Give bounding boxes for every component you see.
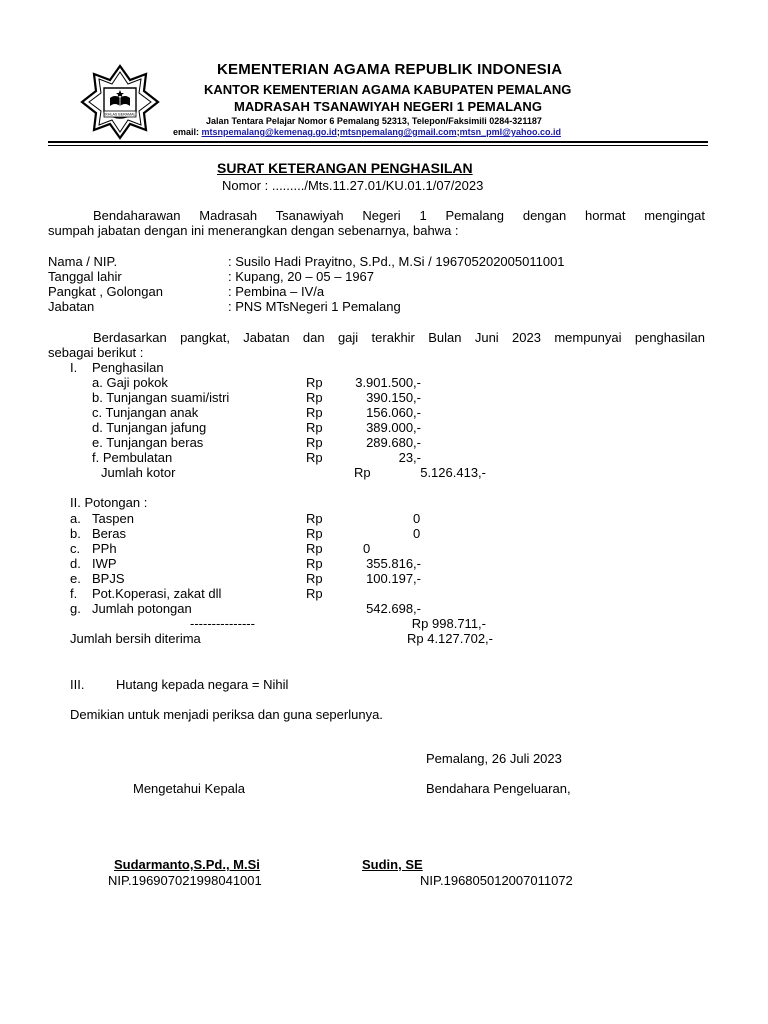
left-signer-name: Sudarmanto,S.Pd., M.Si (114, 857, 260, 872)
deduction-item-label: IWP (92, 556, 117, 571)
letterhead-rule (48, 141, 708, 143)
email-separator: ; (456, 127, 460, 137)
basis-paragraph-line2: sebagai berikut : (48, 345, 144, 360)
currency-label: Rp (306, 541, 323, 556)
income-item-amount: 389.000,- (366, 420, 421, 435)
currency-label: Rp (354, 465, 371, 480)
debt-statement: Hutang kepada negara = Nihil (116, 677, 289, 692)
net-income-label: Jumlah bersih diterima (70, 631, 201, 646)
income-item-amount: 390.150,- (366, 390, 421, 405)
deduction-item-letter: a. (70, 511, 81, 526)
deduction-item-amount: 0 (363, 541, 371, 556)
letter-number: Nomor : ........./Mts.11.27.01/KU.01.1/07/2023 (222, 178, 484, 193)
place-date: Pemalang, 26 Juli 2023 (426, 751, 562, 766)
identity-value: : PNS MTsNegeri 1 Pemalang (228, 299, 401, 314)
income-item-amount: 156.060,- (366, 405, 421, 420)
currency-label: Rp (306, 586, 323, 601)
currency-label: Rp (306, 556, 323, 571)
deduction-item-letter: c. (70, 541, 81, 556)
income-item-label: a. Gaji pokok (92, 375, 168, 390)
currency-label: Rp (306, 435, 323, 450)
email-link-gmail[interactable]: mtsnpemalang@gmail.com (339, 127, 457, 137)
deduction-item-letter: d. (70, 556, 81, 571)
deduction-item-amount: 0 (413, 526, 421, 541)
deduction-item-letter: e. (70, 571, 81, 586)
income-item-label: e. Tunjangan beras (92, 435, 204, 450)
gross-income-amount: 5.126.413,- (420, 465, 486, 480)
identity-label: Pangkat , Golongan (48, 284, 163, 299)
deduction-item-label: BPJS (92, 571, 125, 586)
income-section-heading: Penghasilan (92, 360, 164, 375)
income-item-label: f. Pembulatan (92, 450, 173, 465)
income-item-label: c. Tunjangan anak (92, 405, 199, 420)
right-signer-title: Bendahara Pengeluaran, (426, 781, 571, 796)
identity-label: Jabatan (48, 299, 95, 314)
email-link-kemenag[interactable]: mtsnpemalang@kemenag.go.id (201, 127, 337, 137)
identity-value: : Kupang, 20 – 05 – 1967 (228, 269, 375, 284)
income-item-amount: 3.901.500,- (355, 375, 421, 390)
deduction-total-amount: 542.698,- (366, 601, 421, 616)
logo-banner-text: IKHLAS BERAMAL (104, 112, 136, 117)
currency-label: Rp (306, 511, 323, 526)
school-title: MADRASAH TSANAWIYAH NEGERI 1 PEMALANG (234, 99, 542, 114)
identity-value: : Pembina – IV/a (228, 284, 325, 299)
deduction-item-label: Beras (92, 526, 126, 541)
summary-separator: --------------- (190, 616, 255, 631)
currency-label: Rp (306, 450, 323, 465)
deduction-item-label: PPh (92, 541, 117, 556)
deduction-section-heading: II. Potongan : (70, 495, 148, 510)
email-line (173, 127, 561, 137)
deduction-item-amount: 0 (413, 511, 421, 526)
income-item-amount: 23,- (398, 450, 421, 465)
identity-value: : Susilo Hadi Prayitno, S.Pd., M.Si / 196705202005011001 (228, 254, 565, 269)
left-signer-title: Mengetahui Kepala (133, 781, 246, 796)
debt-section-number: III. (70, 677, 85, 692)
deduction-item-amount: 355.816,- (366, 556, 421, 571)
income-item-amount: 289.680,- (366, 435, 421, 450)
ministry-title: KEMENTERIAN AGAMA REPUBLIK INDONESIA (217, 61, 563, 78)
deduction-item-label: Taspen (92, 511, 134, 526)
currency-label: Rp (306, 526, 323, 541)
email-link-yahoo[interactable]: mtsn_pml@yahoo.co.id (459, 127, 561, 137)
income-item-label: d. Tunjangan jafung (92, 420, 207, 435)
right-signer-nip: NIP.196805012007011072 (420, 873, 573, 888)
basis-paragraph-line1: Berdasarkan pangkat, Jabatan dan gaji terakhir Bulan Juni 2023 mempunyai penghasilan (93, 330, 705, 345)
identity-label: Tanggal lahir (48, 269, 122, 284)
letterhead-rule-thin (48, 145, 708, 146)
currency-label: Rp (306, 405, 323, 420)
identity-label: Nama / NIP. (48, 254, 118, 269)
currency-label: Rp (306, 571, 323, 586)
total-deduction-amount: Rp 998.711,- (411, 616, 486, 631)
right-signer-name: Sudin, SE (362, 857, 423, 872)
ministry-logo (80, 64, 160, 140)
email-separator: ; (336, 127, 340, 137)
closing-statement: Demikian untuk menjadi periksa dan guna seperlunya. (70, 707, 383, 722)
income-item-label: b. Tunjangan suami/istri (92, 390, 230, 405)
left-signer-nip: NIP.196907021998041001 (108, 873, 262, 888)
currency-label: Rp (306, 375, 323, 390)
school-address: Jalan Tentara Pelajar Nomor 6 Pemalang 52313, Telepon/Faksimili 0284-321187 (206, 116, 542, 126)
income-section-number: I. (70, 360, 78, 375)
intro-paragraph-line2: sumpah jabatan dengan ini menerangkan dengan sebenarnya, bahwa : (48, 223, 459, 238)
net-income-amount: Rp 4.127.702,- (406, 631, 493, 646)
office-title: KANTOR KEMENTERIAN AGAMA KABUPATEN PEMALANG (204, 82, 572, 97)
deduction-item-letter: g. (70, 601, 81, 616)
deduction-item-letter: f. (70, 586, 78, 601)
intro-paragraph-line1: Bendaharawan Madrasah Tsanawiyah Negeri 1 Pemalang dengan hormat mengingat (93, 208, 705, 223)
document-title: SURAT KETERANGAN PENGHASILAN (217, 160, 473, 176)
deduction-item-letter: b. (70, 526, 81, 541)
email-label: email: (173, 127, 200, 137)
deduction-item-label: Jumlah potongan (92, 601, 192, 616)
currency-label: Rp (306, 420, 323, 435)
gross-income-label: Jumlah kotor (101, 465, 176, 480)
currency-label: Rp (306, 390, 323, 405)
deduction-item-amount: 100.197,- (366, 571, 421, 586)
deduction-item-label: Pot.Koperasi, zakat dll (92, 586, 222, 601)
